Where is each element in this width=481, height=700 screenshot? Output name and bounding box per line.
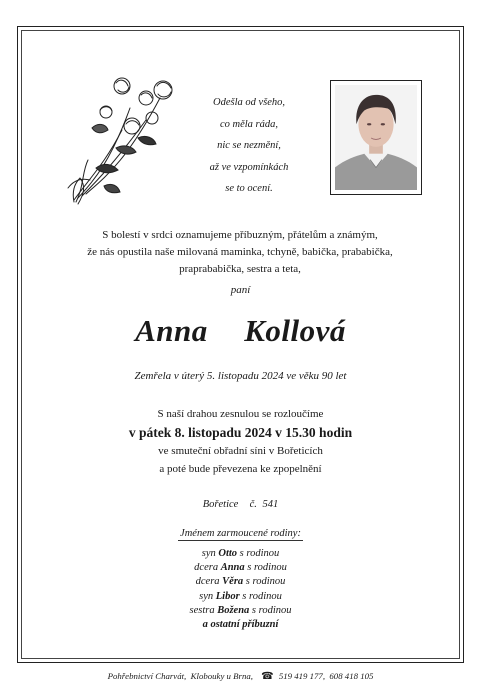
- poem-line: až ve vzpomínkách: [209, 161, 289, 173]
- announcement-line: S bolestí v srdci oznamujeme příbuzným, přátelům a známým,: [102, 229, 378, 241]
- mourner-line: dcera Věra s rodinou: [195, 576, 286, 588]
- mourner-line: sestra Božena s rodinou: [189, 604, 292, 616]
- address: Bořetice č. 541: [202, 499, 279, 510]
- mourner-line: syn Libor s rodinou: [199, 590, 282, 602]
- deceased-name: Anna Kollová: [135, 313, 346, 348]
- farewell-intro: S naší drahou zesnulou se rozloučíme: [157, 408, 324, 420]
- announcement-text: [40, 227, 440, 277]
- memorial-poem: [190, 92, 308, 200]
- company-name: Pohřebnictví Charvát, Klobouky u Brna,: [107, 671, 253, 681]
- poem-line: se to ocení.: [225, 183, 273, 194]
- family-heading-text: Jménem zarmoucené rodiny:: [180, 528, 301, 539]
- phone-numbers: 519 419 177, 608 418 105: [278, 671, 374, 681]
- flower-bouquet-illustration: [60, 68, 182, 208]
- honorific: paní: [230, 284, 251, 296]
- funeral-date: v pátek 8. listopadu 2024 v 15.30 hodin: [128, 425, 353, 440]
- phone-icon: ☎: [261, 671, 274, 682]
- funeral-service-footer: [0, 671, 481, 682]
- mourner-line: a ostatní příbuzní: [202, 619, 279, 631]
- mourner-line: dcera Anna s rodinou: [194, 562, 287, 574]
- poem-line: Odešla od všeho,: [212, 97, 286, 108]
- poem-line: nic se nezmění,: [217, 140, 281, 151]
- farewell-block: [0, 405, 481, 478]
- portrait-frame: [330, 80, 422, 195]
- funeral-location: ve smuteční obřadní síni v Bořeticích: [158, 445, 323, 457]
- portrait-photo: [335, 85, 417, 190]
- cremation-note: a poté bude převezena ke zpopelnění: [159, 463, 322, 475]
- family-heading: [0, 528, 481, 539]
- death-date-line: Zemřela v úterý 5. listopadu 2024 ve věku 90 let: [134, 370, 347, 382]
- mourner-line: syn Otto s rodinou: [201, 548, 280, 559]
- announcement-line: praprababička, sestra a teta,: [179, 262, 301, 275]
- poem-line: co měla ráda,: [219, 118, 279, 130]
- announcement-line: že nás opustila naše milovaná maminka, tchyně, babička, prababička,: [87, 245, 393, 258]
- mourners-list: [0, 547, 481, 632]
